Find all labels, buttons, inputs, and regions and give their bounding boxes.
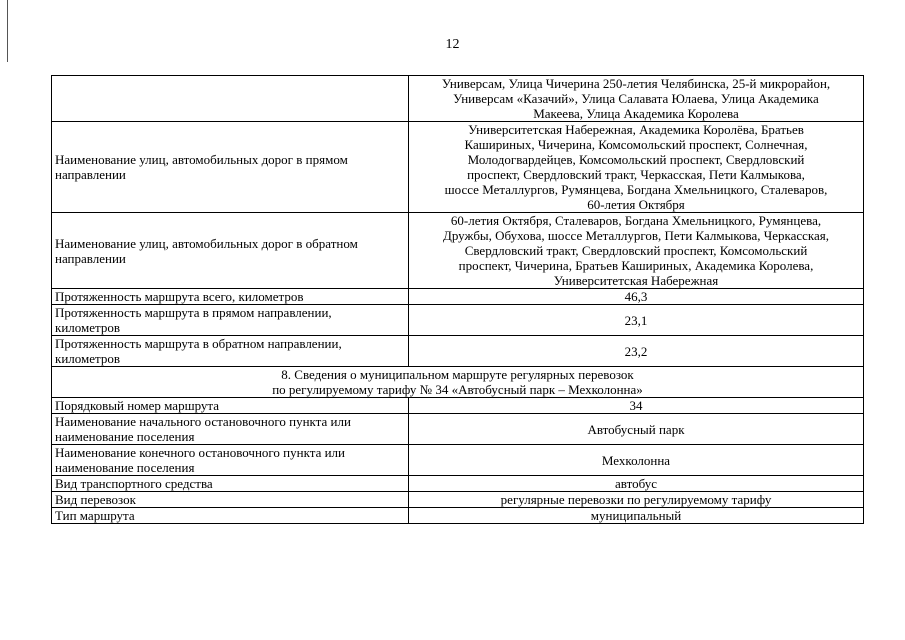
table-row-start-stop — [52, 414, 864, 445]
value-cell-forward-streets — [409, 122, 864, 213]
label-line: Тип маршрута — [55, 508, 135, 523]
value-line: Универсам, Улица Чичерина 250-летия Челябинска, 25-й микрорайон, — [441, 76, 831, 91]
value-cell-start-stop: Автобусный парк — [409, 414, 864, 445]
label-line: Порядковый номер маршрута — [55, 398, 220, 413]
label-line: километров — [55, 351, 120, 366]
label-line: наименование поселения — [55, 460, 195, 475]
table-row-vehicle-type — [52, 476, 864, 492]
value-cell-continued-stops — [409, 76, 864, 122]
label-line: Вид перевозок — [55, 492, 136, 507]
table-row-reverse-streets — [52, 213, 864, 289]
value-cell-route-type: муниципальный — [409, 508, 864, 524]
label-line: Наименование начального остановочного пункта или — [55, 414, 351, 429]
label-line: наименование поселения — [55, 429, 195, 444]
value-line: Кашириных, Чичерина, Комсомольский проспект, Солнечная, — [464, 137, 808, 152]
value-cell-length-reverse: 23,2 — [409, 336, 864, 367]
table-row-forward-streets — [52, 122, 864, 213]
label-line: Наименование улиц, автомобильных дорог в прямом — [55, 152, 348, 167]
value-line: Универсам «Казачий», Улица Салавата Юлаева, Улица Академика — [453, 91, 819, 106]
value-cell-end-stop: Мехколонна — [409, 445, 864, 476]
value-line: Свердловский тракт, Свердловский проспект, Комсомольский — [464, 243, 808, 258]
label-cell-length-reverse — [52, 336, 409, 367]
label-cell-vehicle-type — [52, 476, 409, 492]
table-row-route-type — [52, 508, 864, 524]
value-cell-vehicle-type: автобус — [409, 476, 864, 492]
value-line: Дружбы, Обухова, шоссе Металлургов, Пети Калмыкова, Черкасская, — [442, 228, 830, 243]
table-row-length-reverse — [52, 336, 864, 367]
label-cell-route-type — [52, 508, 409, 524]
label-cell-empty — [52, 76, 409, 122]
page-number: 12 — [445, 37, 460, 52]
route-info-table — [51, 75, 864, 524]
label-line: направлении — [55, 167, 126, 182]
table-row-section-heading — [52, 367, 864, 398]
value-cell-transport-kind: регулярные перевозки по регулируемому тарифу — [409, 492, 864, 508]
value-cell-length-total: 46,3 — [409, 289, 864, 305]
value-line: проспект, Свердловский тракт, Черкасская, Пети Калмыкова, — [467, 167, 805, 182]
label-cell-forward-streets — [52, 122, 409, 213]
value-line: проспект, Чичерина, Братьев Кашириных, Академика Королева, — [458, 258, 814, 273]
table-row-route-number — [52, 398, 864, 414]
label-cell-length-total — [52, 289, 409, 305]
table-row-length-total — [52, 289, 864, 305]
label-cell-reverse-streets — [52, 213, 409, 289]
value-cell-reverse-streets — [409, 213, 864, 289]
label-cell-end-stop — [52, 445, 409, 476]
table-row-continued — [52, 76, 864, 122]
value-line: 60-летия Октября — [587, 197, 685, 212]
label-line: Протяженность маршрута всего, километров — [55, 289, 304, 304]
label-line: Наименование улиц, автомобильных дорог в обратном — [55, 235, 358, 251]
table-row-transport-kind — [52, 492, 864, 508]
value-line: Университетская Набережная, Академика Королёва, Братьев — [468, 122, 804, 137]
label-line: направлении — [55, 250, 126, 266]
label-cell-transport-kind — [52, 492, 409, 508]
value-line: Макеева, Улица Академика Королева — [533, 106, 739, 121]
value-line: 60-летия Октября, Сталеваров, Богдана Хмельницкого, Румянцева, — [450, 213, 822, 228]
table-row-length-forward — [52, 305, 864, 336]
section-heading-line: 8. Сведения о муниципальном маршруте регулярных перевозок — [281, 367, 634, 382]
label-line: Протяженность маршрута в обратном направлении, — [55, 336, 342, 351]
label-cell-length-forward — [52, 305, 409, 336]
label-cell-start-stop — [52, 414, 409, 445]
table-row-end-stop — [52, 445, 864, 476]
section-heading-cell — [52, 367, 864, 398]
value-cell-length-forward: 23,1 — [409, 305, 864, 336]
label-line: Наименование конечного остановочного пункта или — [55, 445, 345, 460]
value-line: Молодогвардейцев, Комсомольский проспект, Свердловский — [467, 152, 805, 167]
value-cell-route-number: 34 — [409, 398, 864, 414]
label-cell-route-number — [52, 398, 409, 414]
section-heading-line: по регулируемому тарифу № 34 «Автобусный парк – Мехколонна» — [272, 382, 643, 397]
value-line: Университетская Набережная — [553, 273, 719, 288]
label-line: Вид транспортного средства — [55, 476, 213, 491]
label-line: километров — [55, 320, 120, 335]
value-line: шоссе Металлургов, Румянцева, Богдана Хмельницкого, Сталеваров, — [444, 182, 828, 197]
label-line: Протяженность маршрута в прямом направлении, — [55, 305, 332, 320]
